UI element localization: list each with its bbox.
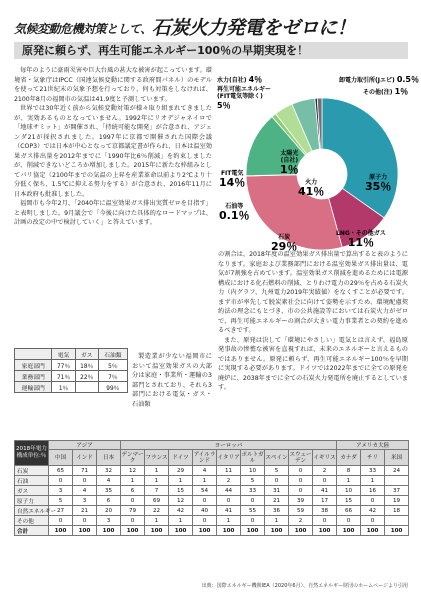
table-cell: 1 (121, 476, 145, 486)
paragraph: 毎年のように豪雨災害や巨大台風の甚大な被害が起こっています。環境省・気象庁はIPCC（国連気候変動に関する政府間パネル）のモデルを使って21世紀末の気象予想を行っており、何も対策をしなければ、2100年8月の福岡市の気温は41.9度と予測しています。 (14, 67, 212, 103)
paragraph: 製造業が少ない福岡市において温室効果ガスの大部分は家庭・事業所・運輸の3部門とされており、それら3部門における電気・ガス・石油類 (132, 353, 212, 408)
body-column-left-bottom (132, 352, 212, 436)
country-header-cell: スペイン (265, 450, 289, 466)
table-cell: 0 (313, 516, 337, 526)
table-cell: 3 (97, 516, 121, 526)
table-cell: 22％ (75, 371, 98, 382)
table-cell: 4 (97, 476, 121, 486)
sector-energy-share-table (14, 348, 128, 393)
table-cell: 100 (217, 526, 241, 536)
region-header-row (15, 441, 409, 450)
headline-prefix: 気候変動危機対策として、 (14, 22, 152, 36)
table-cell: 0 (73, 476, 97, 486)
table-cell: 100 (385, 526, 409, 536)
table-cell: 2 (313, 466, 337, 476)
table-cell: 33 (241, 486, 265, 496)
table-cell: 1 (169, 476, 193, 486)
table-row (15, 496, 409, 506)
table-row (15, 466, 409, 476)
slice-label-genshiryoku: 原子力 35％ (365, 174, 392, 193)
table-cell: 0 (265, 476, 289, 486)
country-header-cell: フランス (145, 450, 169, 466)
table-cell: 100 (121, 526, 145, 536)
table-cell: 15 (337, 496, 361, 506)
row-header: 合計 (15, 526, 49, 536)
table-cell: 0 (193, 516, 217, 526)
row-header: 家庭部門 (15, 360, 52, 371)
slice-label-fit: FIT電気 14％ (219, 170, 246, 189)
table-cell: 40 (193, 506, 217, 516)
slice-label-sekitan: 石炭 29％ (271, 234, 298, 253)
table-cell: 3 (73, 496, 97, 506)
table-cell: 0 (217, 496, 241, 506)
table-cell: 35 (97, 486, 121, 496)
table-cell: 0 (289, 476, 313, 486)
table-cell: 37 (385, 486, 409, 496)
table-cell: 1％ (52, 382, 75, 393)
table-cell: 1 (361, 476, 385, 486)
table-header-cell: 電気 (52, 349, 75, 360)
table-cell: 77％ (52, 360, 75, 371)
table-cell: 1 (145, 516, 169, 526)
body-column-left (14, 66, 212, 348)
table-cell: 54 (193, 486, 217, 496)
headline (14, 10, 410, 40)
paragraph: 福岡市も今年2月、「2040年に温室効果ガス排出実質ゼロを目指す」と表明しました。9月議会で「今後に向けた具体的なロードマップは、計画の改定の中で検討していく」と答えています。 (14, 200, 212, 226)
table-cell: 1 (337, 476, 361, 486)
table-cell (75, 382, 98, 393)
country-header-cell: デンマーク (121, 451, 144, 464)
country-header-cell: チリ (361, 450, 385, 466)
table-cell: 7 (145, 486, 169, 496)
table-cell: 100 (313, 526, 337, 536)
table-cell: 0 (361, 516, 385, 526)
table-cell: 36 (265, 506, 289, 516)
table-cell: 66 (337, 506, 361, 516)
table-cell: 3 (49, 486, 73, 496)
country-power-mix-table (14, 440, 409, 536)
table-cell: 65 (49, 466, 73, 476)
table-cell: 2 (217, 476, 241, 486)
table-cell: 2 (289, 516, 313, 526)
table-cell: 27 (49, 506, 73, 516)
table-row (15, 516, 409, 526)
table-cell: 24 (385, 466, 409, 476)
table-cell: 33 (361, 466, 385, 476)
country-header-cell: スウェーデン (289, 451, 312, 464)
table-cell: 0 (121, 496, 145, 506)
table-cell: 32 (97, 466, 121, 476)
table-cell: 7％ (98, 371, 127, 382)
table-cell: 18 (385, 506, 409, 516)
table-corner-label: 2018年電力構成単位:％ (15, 441, 49, 466)
table-row (15, 360, 128, 371)
table-cell: 21 (73, 506, 97, 516)
row-header: 自然エネルギー (15, 506, 49, 516)
row-header: ガス (15, 486, 49, 496)
subheadline: 原発に頼らず、再生可能エネルギー100％の早期実現を！ (14, 42, 408, 59)
table-cell: 22 (145, 506, 169, 516)
table-cell: 42 (361, 506, 385, 516)
headline-main: 石炭火力発電をゼロに！ (151, 17, 356, 39)
table-cell: 20 (97, 506, 121, 516)
table-header-cell (15, 349, 52, 360)
table-cell: 100 (97, 526, 121, 536)
table-cell: 6 (121, 486, 145, 496)
table-row (15, 506, 409, 516)
paragraph: 世界では30年近く前から気候変動対策が様々取り組まれてきましたが、実効あるものとなっていません。1992年にリオデジャネイロで「地球サミット」が開催され、「持続可能な開発」が合意され、アジェンダ21が採択されました。1997年に京都で開催された国際会議（COP3）では日本が中心となって京都議定書が作られ、日本は温室効果ガス排出量を2012年までに「1990年比6％削減」を約束しましたが、削減できないどころか増加しました。2015年に新たな枠組みとしてパリ協定（2100年までの気温の上昇を産業革命以前より2℃より十分低く保ち、1.5℃に抑える努力をする）が合意され、2016年11月に日本政府も批准しました。 (14, 105, 212, 198)
power-mix-pie-chart (215, 62, 419, 253)
table-cell: 0 (193, 496, 217, 506)
table-cell: 0 (361, 496, 385, 506)
table-cell: 0 (337, 516, 361, 526)
table-cell: 0 (313, 476, 337, 486)
table-cell: 100 (73, 526, 97, 536)
table-cell: 99％ (98, 382, 127, 393)
row-header: 業務部門 (15, 371, 52, 382)
table-cell: 1 (217, 516, 241, 526)
table-cell: 0 (241, 516, 265, 526)
table-cell: 69 (145, 496, 169, 506)
country-header-cell: 日本 (97, 450, 121, 466)
paragraph: の割合は、2018年度の温室効果ガス排出量で算出すると表のようになります。家庭および業務部門における温室効果ガス排出量は、電気が7割強を占めています。温室効果ガス削減を進めるためには電源構成における化石燃料の削減、とりわけ電力の29％を占める石炭火力（内グラフ、九州電力2019年実績値）をなくすことが必要です。まず市が率先して脱炭素社会に向けて姿勢を示すため、環境配慮契約法の理念にもとづき、市の公共施設等においては石炭火力がゼロで、再生可能エネルギーの割合が大きい電力事業者との契約を進めるべきです。 (218, 251, 408, 334)
table-cell: 4 (193, 466, 217, 476)
table-row (15, 382, 128, 393)
table-cell: 5 (241, 476, 265, 486)
table-cell: 16 (361, 486, 385, 496)
table-cell: 100 (361, 526, 385, 536)
table-cell: 1 (265, 516, 289, 526)
table-row (15, 371, 128, 382)
slice-label-oroshi: 卸電力取引所(Jエピ) 0.5％ (339, 75, 419, 84)
table-cell: 29 (169, 466, 193, 476)
table-cell: 21 (265, 496, 289, 506)
table-cell: 0 (241, 496, 265, 506)
slice-label-suiryoku: 水力(自社) 4％ (217, 75, 263, 84)
table-cell: 100 (193, 526, 217, 536)
table-cell: 100 (265, 526, 289, 536)
table-cell: 100 (145, 526, 169, 536)
table-cell: 0 (289, 486, 313, 496)
table-cell (385, 476, 409, 486)
table-cell: 17 (313, 496, 337, 506)
table-cell: 12 (121, 466, 145, 476)
table-cell: 12 (169, 496, 193, 506)
country-header-cell: インド (73, 450, 97, 466)
table-cell: 39 (289, 496, 313, 506)
table-header-cell: ガス (75, 349, 98, 360)
table-cell: 100 (169, 526, 193, 536)
table-cell: 1 (145, 476, 169, 486)
table-header-row (15, 349, 128, 360)
slice-label-sekiyu: 石油等 0.1％ (219, 203, 250, 222)
table-cell: 100 (337, 526, 361, 536)
table-cell: 5 (49, 496, 73, 506)
table-cell: 0 (289, 466, 313, 476)
table-cell: 5 (265, 466, 289, 476)
country-header-cell: カナダ (337, 450, 361, 466)
country-header-cell: 米国 (385, 450, 409, 466)
country-header-cell: アイルランド (193, 451, 216, 464)
table-header-cell: 石油類 (98, 349, 127, 360)
table-cell: 15 (169, 486, 193, 496)
row-header: 原子力 (15, 496, 49, 506)
country-header-row (15, 450, 409, 466)
table-cell: 100 (241, 526, 265, 536)
table-cell: 18％ (75, 360, 98, 371)
table-cell: 41 (217, 506, 241, 516)
table-cell: 42 (169, 506, 193, 516)
table-row (15, 486, 409, 496)
source-note: 出典：国際エネルギー機関IEA（2020年6月）、自然エネルギー財団のホームページより引用 (201, 583, 408, 589)
table-cell: 10 (241, 466, 265, 476)
table-cell: 10 (337, 486, 361, 496)
region-americas: アメリカ大陸 (337, 441, 409, 450)
paragraph: また、原発は決して「環境にやさしい」電気とは言えず、福島原発事故の惨憺な被害を直視すれば、未来のエネルギーと言えるものではありません。原発に頼らず、再生可能エネルギー100％を早期に実現する必要があります。ドイツでは2022年までに全ての原発を廃炉に、2038年までに全ての石炭火力発電所を廃止するとしています。 (218, 336, 408, 391)
table-cell: 5％ (98, 360, 127, 371)
table-row (15, 526, 409, 536)
table-cell: 55 (241, 506, 265, 516)
slice-label-taiyo: 太陽光 (自社) 1％ (280, 150, 299, 176)
table-cell: 31 (265, 486, 289, 496)
table-cell: 0 (49, 516, 73, 526)
table-cell: 44 (217, 486, 241, 496)
table-cell: 0 (49, 476, 73, 486)
row-header: その他 (15, 516, 49, 526)
table-cell: 8 (337, 466, 361, 476)
country-header-cell: 中国 (49, 450, 73, 466)
table-cell: 79 (121, 506, 145, 516)
region-europe: ヨーロッパ (121, 441, 337, 450)
row-header: 石油 (15, 476, 49, 486)
region-asia: アジア (49, 441, 121, 450)
table-cell: 11 (217, 466, 241, 476)
table-cell: 71％ (52, 371, 75, 382)
pie-center-label: 火力 41％ (298, 179, 325, 198)
table-cell: 1 (193, 476, 217, 486)
table-row (15, 476, 409, 486)
table-cell: 19 (385, 496, 409, 506)
table-cell: 59 (289, 506, 313, 516)
table-cell: 100 (289, 526, 313, 536)
country-header-cell: イギリス (313, 450, 337, 466)
country-header-cell: ドイツ (169, 450, 193, 466)
country-header-cell: イタリア (217, 450, 241, 466)
table-cell: 100 (49, 526, 73, 536)
country-header-cell: ポルトガル (241, 451, 264, 464)
table-cell: 6 (97, 496, 121, 506)
body-column-right (218, 250, 408, 436)
row-header: 運輸部門 (15, 382, 52, 393)
slice-label-sonota: その他(注) 1％ (363, 87, 409, 96)
table-cell: 1 (145, 466, 169, 476)
table-cell (385, 516, 409, 526)
slice-label-saiene: 再生可能エネルギー (FIT電気等除く) 5％ (217, 86, 272, 110)
row-header: 石炭 (15, 466, 49, 476)
table-cell: 4 (73, 486, 97, 496)
slice-label-lng: LNG・その他ガス 11％ (336, 230, 386, 249)
table-cell: 1 (169, 516, 193, 526)
table-cell: 38 (313, 506, 337, 516)
table-cell: 71 (73, 466, 97, 476)
table-cell: 41 (313, 486, 337, 496)
table-cell: 0 (121, 516, 145, 526)
table-cell: 0 (73, 516, 97, 526)
